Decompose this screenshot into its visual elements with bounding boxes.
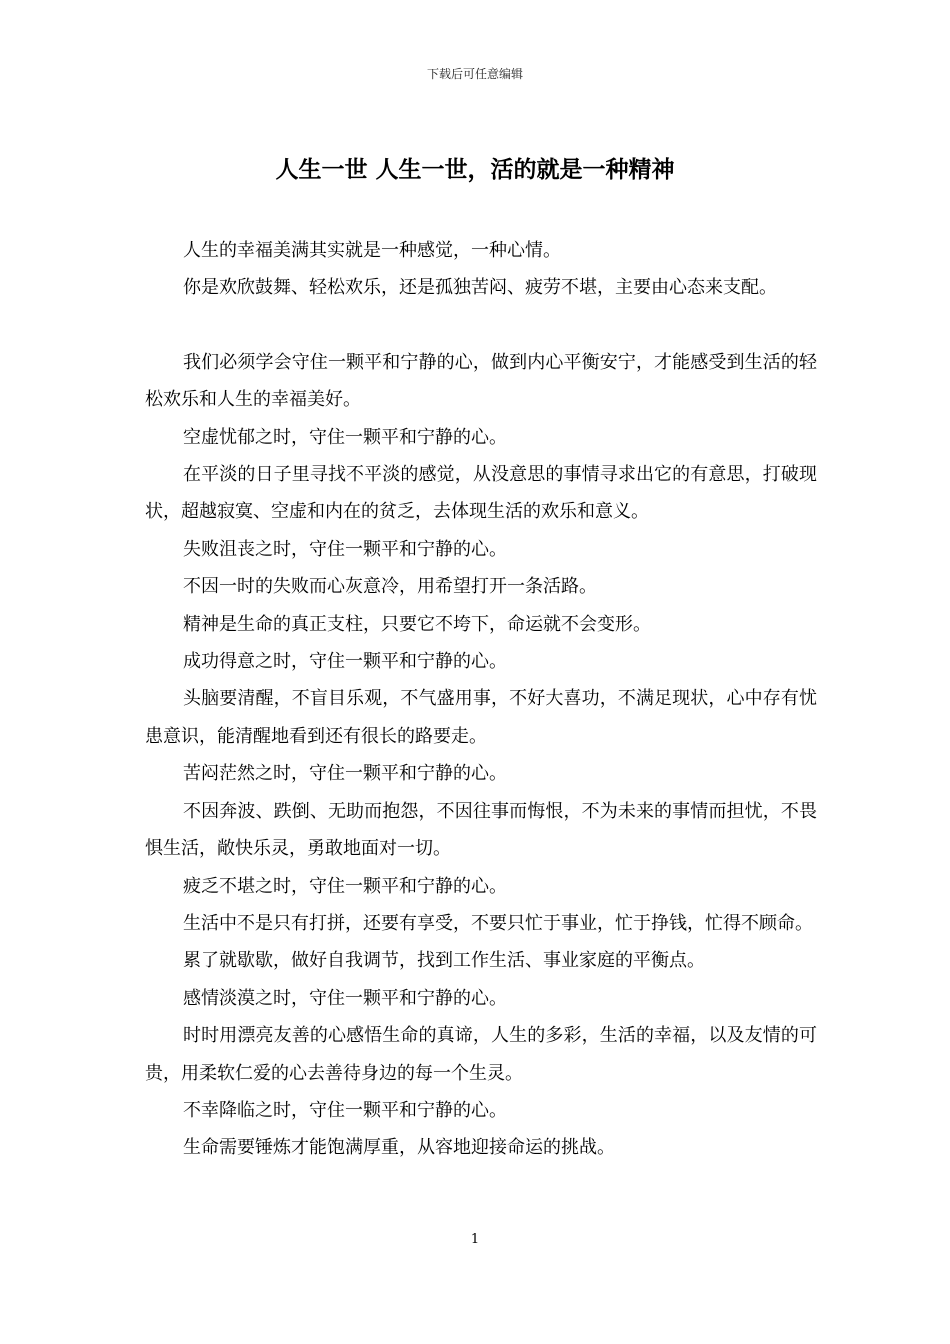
paragraph: 我们必须学会守住一颗平和宁静的心，做到内心平衡安宁，才能感受到生活的轻松欢乐和人生的幸福美好。 (145, 351, 817, 411)
paragraph: 你是欢欣鼓舞、轻松欢乐，还是孤独苦闷、疲劳不堪，主要由心态来支配。 (183, 277, 777, 299)
paragraph: 失败沮丧之时，守住一颗平和宁静的心。 (183, 538, 507, 560)
paragraph: 生活中不是只有打拼，还要有享受，不要只忙于事业，忙于挣钱，忙得不顾命。 (183, 912, 813, 934)
paragraph: 头脑要清醒，不盲目乐观，不气盛用事，不好大喜功，不满足现状，心中存有忧患意识，能清醒地看到还有很长的路要走。 (145, 688, 817, 747)
paragraph: 不因奔波、跌倒、无助而抱怨，不因往事而悔恨，不为未来的事情而担忧，不畏惧生活，敞快乐灵，勇敢地面对一切。 (145, 800, 817, 860)
paragraph: 累了就歇歇，做好自我调节，找到工作生活、事业家庭的平衡点。 (183, 950, 705, 972)
paragraph-gap (145, 307, 817, 344)
paragraph: 苦闷茫然之时，守住一颗平和宁静的心。 (183, 763, 507, 785)
document-title: 人生一世 人生一世，活的就是一种精神 (275, 156, 675, 183)
paragraph: 不幸降临之时，守住一颗平和宁静的心。 (183, 1099, 507, 1121)
document-body (145, 232, 817, 1167)
page-number: 1 (470, 1232, 480, 1247)
paragraph: 不因一时的失败而心灰意冷，用希望打开一条活路。 (183, 576, 597, 598)
paragraph: 感情淡漠之时，守住一颗平和宁静的心。 (183, 987, 507, 1009)
paragraph: 人生的幸福美满其实就是一种感觉，一种心情。 (183, 240, 561, 261)
paragraph: 时时用漂亮友善的心感悟生命的真谛，人生的多彩，生活的幸福，以及友情的可贵，用柔软仁爱的心去善待身边的每一个生灵。 (145, 1025, 817, 1084)
paragraph: 空虚忧郁之时，守住一颗平和宁静的心。 (183, 426, 507, 448)
paragraph: 生命需要锤炼才能饱满厚重，从容地迎接命运的挑战。 (183, 1137, 615, 1159)
paragraph: 在平淡的日子里寻找不平淡的感觉，从没意思的事情寻求出它的有意思，打破现状，超越寂寞、空虚和内在的贫乏，去体现生活的欢乐和意义。 (145, 464, 817, 523)
paragraph: 精神是生命的真正支柱，只要它不垮下，命运就不会变形。 (183, 613, 651, 635)
paragraph: 疲乏不堪之时，守住一颗平和宁静的心。 (183, 875, 507, 897)
paragraph: 成功得意之时，守住一颗平和宁静的心。 (183, 651, 507, 673)
header-note: 下载后可任意编辑 (426, 67, 523, 81)
